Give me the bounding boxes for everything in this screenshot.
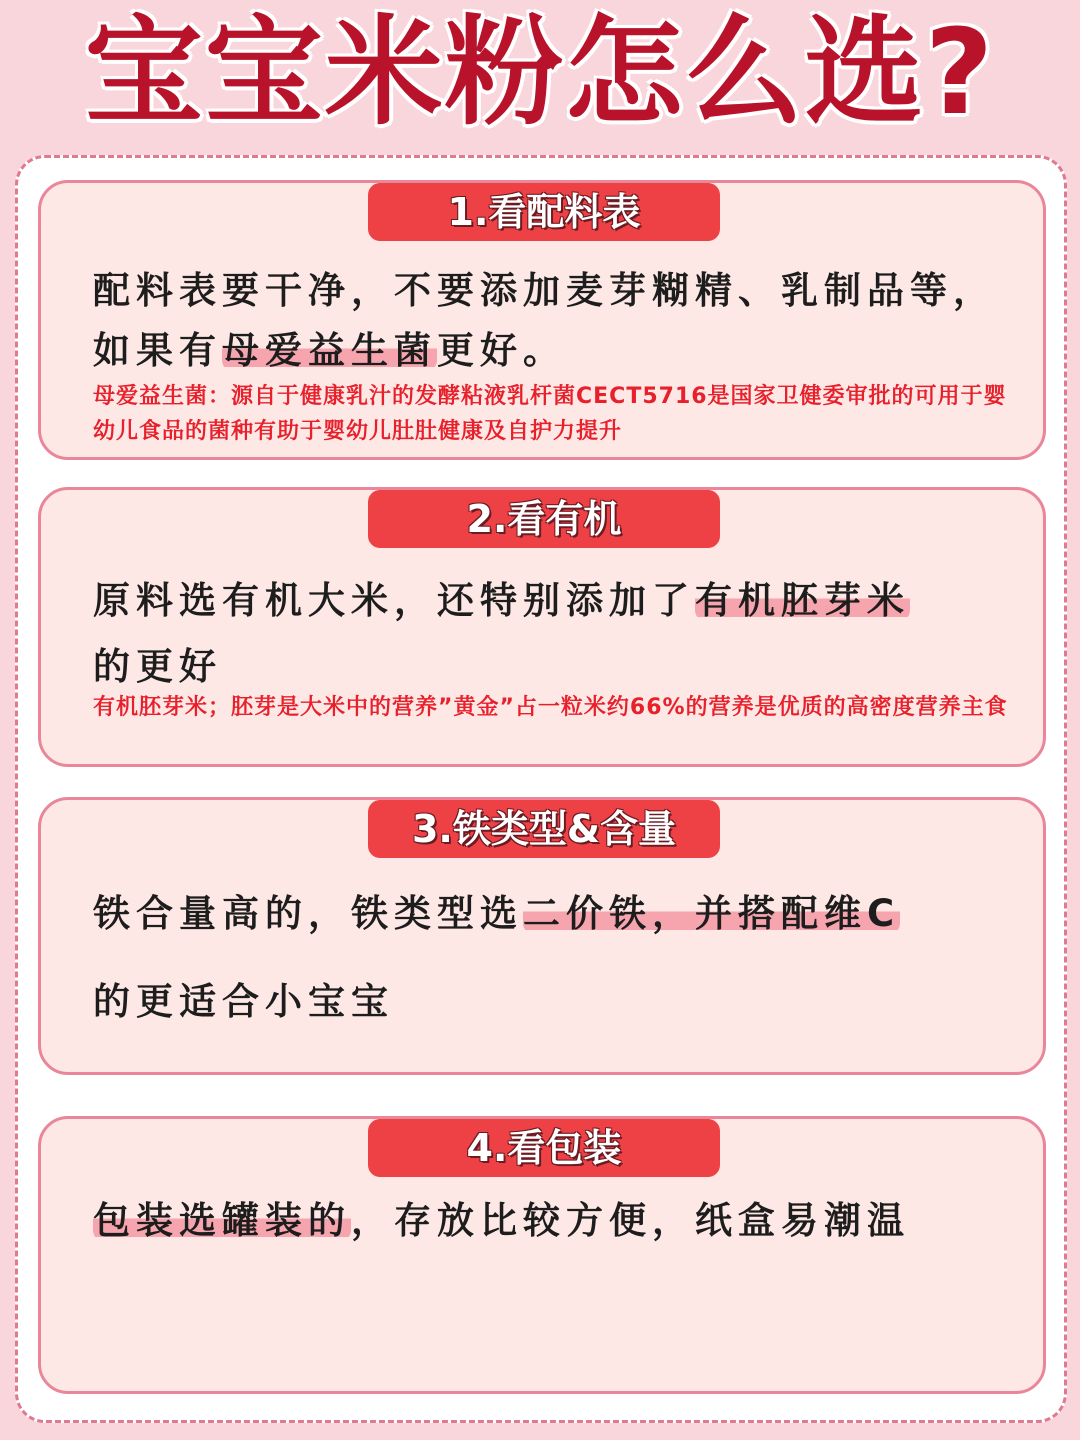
page-title: 宝宝米粉怎么选? — [84, 3, 996, 141]
section-body-text — [93, 870, 1015, 1046]
body-text-plain: 铁合量高的，铁类型选 — [93, 892, 523, 935]
section-badge: 1.看配料表 — [368, 183, 720, 241]
section-card-ingredients — [38, 180, 1046, 460]
body-text-plain: 的更好 — [93, 645, 222, 688]
highlighted-text: 母爱益生菌 — [222, 329, 437, 372]
section-badge: 4.看包装 — [368, 1119, 720, 1177]
highlighted-text: 包装选罐装的 — [93, 1199, 351, 1242]
section-note: 有机胚芽米；胚芽是大米中的营养”黄金”占一粒米约66%的营养是优质的高密度营养主食 — [93, 695, 1008, 720]
body-text-plain: 原料选有机大米，还特别添加了 — [93, 579, 695, 622]
section-body-text — [93, 261, 1015, 381]
body-text-plain: 的更适合小宝宝 — [93, 980, 394, 1023]
section-body-text — [93, 568, 1015, 700]
section-badge: 2.看有机 — [368, 490, 720, 548]
highlighted-text: 有机胚芽米 — [695, 579, 910, 622]
highlighted-text: 二价铁，并搭配维C — [523, 892, 901, 935]
body-text-plain: 配料表要干净，不要添加麦芽糊精、乳制品等，如果有 — [93, 269, 996, 372]
section-body-text — [93, 1191, 1015, 1251]
section-card-packaging — [38, 1116, 1046, 1394]
section-card-iron — [38, 797, 1046, 1075]
section-badge: 3.铁类型&含量 — [368, 800, 720, 858]
section-note: 母爱益生菌：源自于健康乳汁的发酵粘液乳杆菌CECT5716是国家卫健委审批的可用于婴幼儿食品的菌种有助于婴幼儿肚肚健康及自护力提升 — [93, 384, 1007, 444]
body-text-plain: ，存放比较方便，纸盒易潮温 — [351, 1199, 910, 1242]
body-text-plain: 更好。 — [437, 329, 566, 372]
section-card-organic — [38, 487, 1046, 767]
